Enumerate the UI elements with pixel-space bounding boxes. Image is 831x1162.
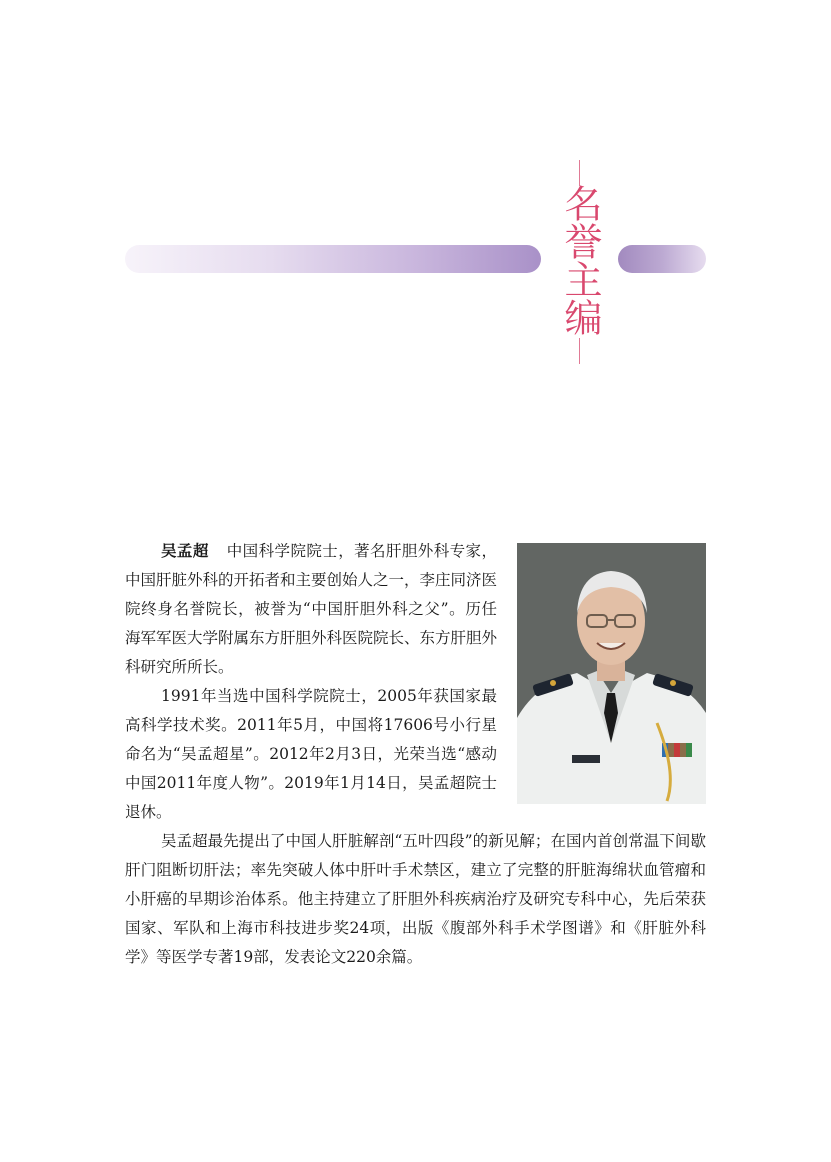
portrait-photo: [517, 543, 706, 804]
bio-paragraph-3: 吴孟超最先提出了中国人肝脏解剖“五叶四段”的新见解；在国内首创常温下间歇肝门阻断切肝法；率先突破人体中肝叶手术禁区，建立了完整的肝脏海绵状血管瘤和小肝癌的早期诊治体系。他主持建立了肝胆外科疾病治疗及研究专科中心，先后荣获国家、军队和上海市科技进步奖24项，出版《腹部外科手术学图谱》和《肝脏外科学》等医学专著19部，发表论文220余篇。: [125, 832, 706, 966]
title-rule-bottom: [579, 338, 580, 364]
bio-paragraph-2: 1991年当选中国科学院院士，2005年获国家最高科学技术奖。2011年5月，中国将17606号小行星命名为“吴孟超星”。2012年2月3日，光荣当选“感动中国2011年度人物”。2019年1月14日，吴孟超院士退休。: [125, 687, 497, 821]
bio-name: 吴孟超: [161, 542, 209, 560]
bio-paragraph-1: [125, 537, 497, 682]
decorative-bar-left: [125, 245, 541, 273]
bio-paragraph-1-text: 中国科学院院士，著名肝胆外科专家，中国肝脏外科的开拓者和主要创始人之一，李庄同济医院终身名誉院长，被誉为“中国肝胆外科之父”。历任海军军医大学附属东方肝胆外科医院院长、东方肝胆外科研究所所长。: [125, 542, 498, 676]
title-rule-top: [579, 160, 580, 186]
decorative-bar-right: [618, 245, 706, 273]
section-title: 名誉主编: [558, 184, 602, 336]
